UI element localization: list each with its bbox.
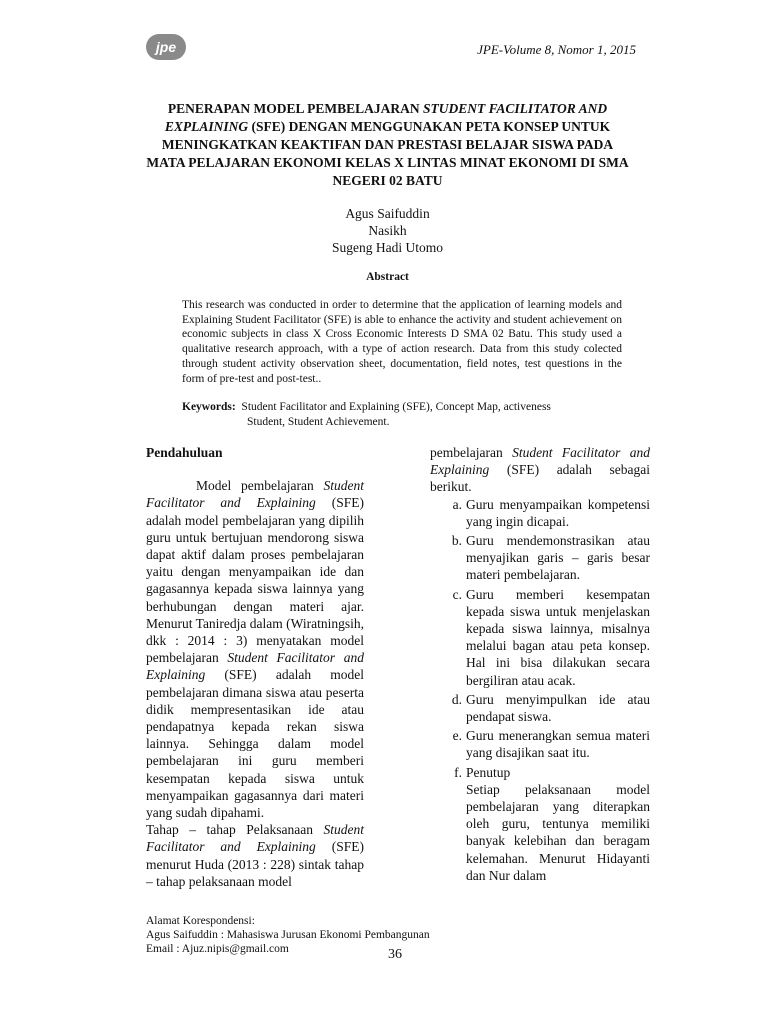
footer-line: Alamat Korespondensi: — [146, 915, 255, 927]
steps-list — [430, 496, 650, 884]
author-list — [145, 205, 630, 256]
list-item: a. Guru menyampaikan kompetensi yang ingin dicapai. — [452, 496, 650, 529]
list-item: d. Guru menyimpulkan ide atau pendapat siswa. — [451, 691, 650, 725]
footer-line: Email : Ajuz.nipis@gmail.com — [146, 943, 289, 955]
list-item: e. Guru menerangkan semua materi yang disajikan saat itu. — [452, 728, 650, 761]
paragraph: Tahap – tahap Pelaksanaan Student Facilitator and Explaining (SFE) menurut Huda (2013 : 228) sintak tahap – tahap pelaksanaan model — [146, 822, 364, 889]
list-item: f. Penutup — [454, 764, 511, 780]
author-name: Agus Saifuddin — [345, 206, 430, 221]
title-part-2: STUDENT FACILITATOR AND EXPLAINING — [164, 101, 608, 134]
abstract-body: This research was conducted in order to determine that the application of learning models and Explaining Student Facilitator (SFE) is able to enhance the activity and student achievement on economic subjects in class X Cross Economic Interests D SMA 02 Batu. This study used a qualitative research approach, with a type of action research. Data from this study colected through student activity observation sheet, documentation, field notes, test questions in the form of pre-test and post-test.. — [182, 299, 622, 385]
footer-line: Agus Saifuddin : Mahasiswa Jurusan Ekonomi Pembangunan — [146, 929, 430, 941]
paragraph: pembelajaran Student Facilitator and Explaining (SFE) adalah sebagai berikut. — [430, 445, 650, 495]
author-name: Sugeng Hadi Utomo — [332, 240, 443, 255]
page-number: 36 — [388, 947, 402, 962]
paragraph: Model pembelajaran Student Facilitator and Explaining (SFE) adalah model pembelajaran yang dipilih guru untuk bertujuan mendorong siswa dapat aktif dalam proses pembelajaran yaitu dengan menyampaikan ide dan gagasannya kepada siswa lainnya yang berhubungan dengan materi ajar. Menurut Taniredja dalam (Wiratningsih, dkk : 2014 : 3) menyatakan model pembelajaran Student Facilitator and Explaining (SFE) adalah model pembelajaran dimana siswa atau peserta didik mempresentasikan ide atau pendapatnya kepada rekan siswa lainnya. Sehingga dalam model pembelajaran ini guru memberi kesempatan kepada siswa untuk menyampaikan gagasannya dari materi yang sudah dipahami. — [146, 478, 364, 821]
list-item: c. Guru memberi kesempatan kepada siswa untuk menjelaskan kepada siswa lainnya, misalnya melalui bagan atau peta konsep. Hal ini bisa dilakukan secara bergiliran atau acak. — [452, 586, 650, 688]
left-column — [146, 444, 364, 890]
keywords-label: Keywords: — [182, 401, 236, 413]
list-item: b. Guru mendemonstrasikan atau menyajikan garis – garis besar materi pembelajaran. — [451, 533, 650, 583]
journal-reference: JPE-Volume 8, Nomor 1, 2015 — [477, 42, 636, 57]
title-part-1: PENERAPAN MODEL PEMBELAJARAN — [167, 101, 424, 116]
list-item-continuation: Setiap pelaksanaan model pembelajaran yang diterapkan oleh guru, tentunya memiliki banyak kelebihan dan beragam kelemahan. Menurut Hidayanti dan Nur dalam — [466, 781, 650, 883]
journal-logo: jpe — [146, 34, 186, 60]
abstract-heading: Abstract — [366, 271, 409, 283]
section-heading: Pendahuluan — [146, 445, 223, 460]
title-part-3: (SFE) DENGAN MENGGUNAKAN PETA KONSEP UNTUK MENINGKATKAN KEAKTIFAN DAN PRESTASI BELAJAR SISWA PADA MATA PELAJARAN EKONOMI KELAS X LINTAS MINAT EKONOMI DI SMA NEGERI 02 BATU — [146, 119, 629, 188]
keywords — [182, 400, 622, 429]
author-name: Nasikh — [368, 223, 407, 238]
paper-title — [145, 100, 630, 190]
right-column — [430, 444, 650, 886]
keywords-line-2: Student, Student Achievement. — [247, 415, 390, 428]
keywords-line-1: Student Facilitator and Explaining (SFE), Concept Map, activeness — [241, 401, 551, 413]
